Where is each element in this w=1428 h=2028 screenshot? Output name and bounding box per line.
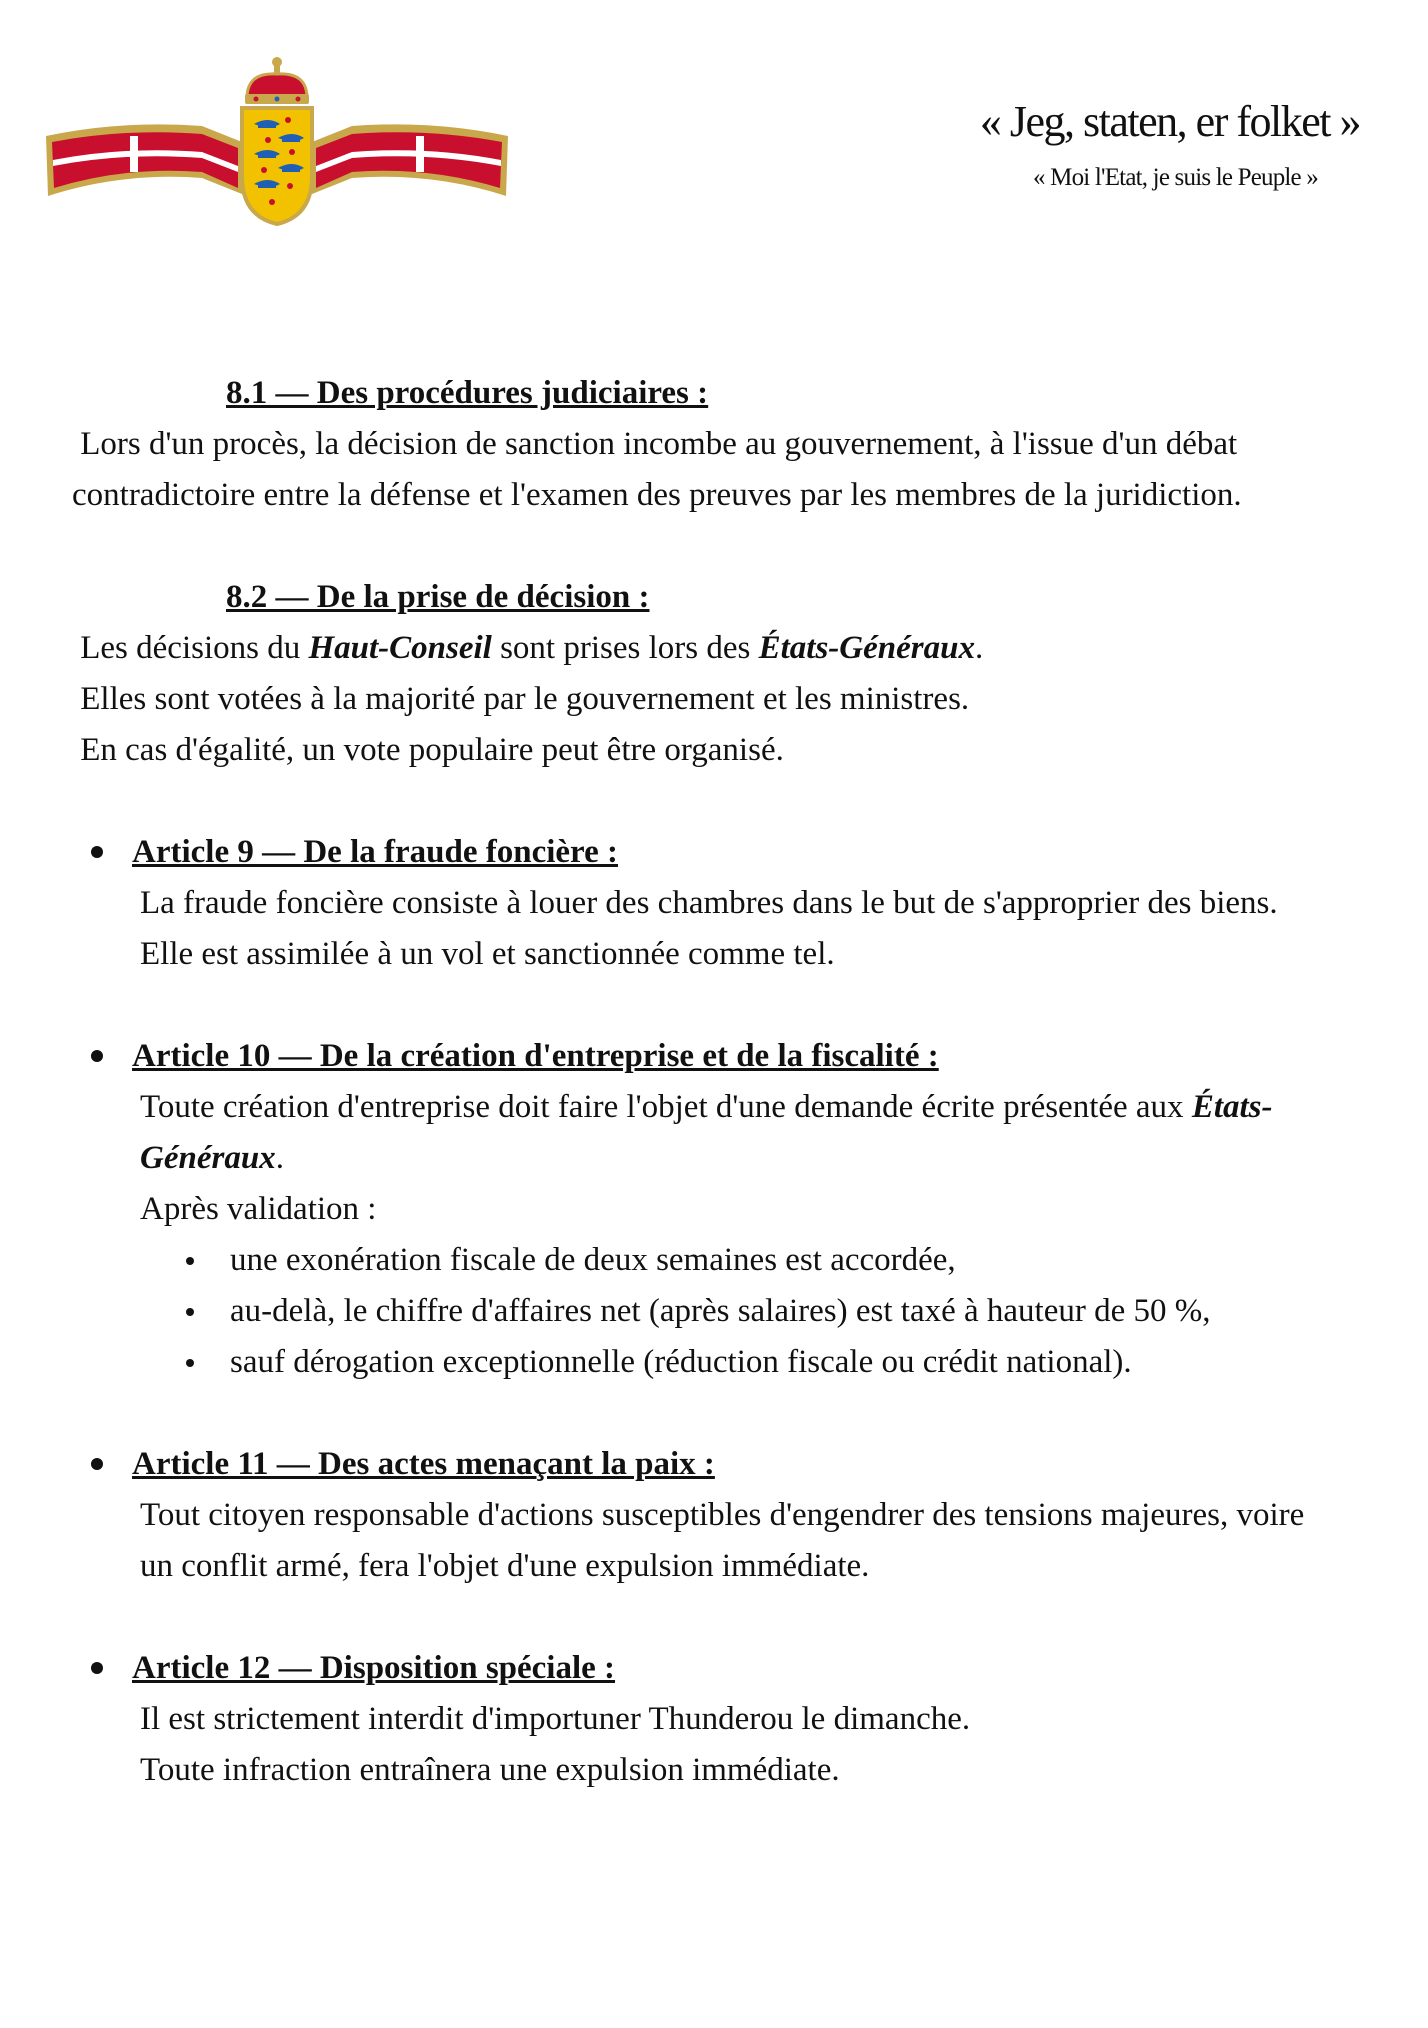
emphasis-etats-generaux: États-Généraux xyxy=(140,1089,1273,1176)
article-10 xyxy=(0,1031,1342,1388)
right-flag-ribbon xyxy=(312,124,508,196)
list-item xyxy=(176,1235,1342,1286)
left-flag-ribbon xyxy=(46,124,242,196)
article-9-paragraph-1: La fraude foncière consiste à louer des chambres dans le but de s'approprier des biens. xyxy=(140,885,1278,921)
section-8-1-text-content: Lors d'un procès, la décision de sanction incombe au gouvernement, à l'issue d'un débat contradictoire entre la défense et l'examen des preuves par les membres de la juridiction. xyxy=(72,426,1242,513)
text-run: Les décisions du xyxy=(80,630,309,666)
text-run: . xyxy=(275,1140,284,1176)
shield-icon xyxy=(242,108,312,224)
text-run: En cas d'égalité, un vote populaire peut être organisé. xyxy=(80,732,784,768)
article-11 xyxy=(0,1439,1342,1592)
bullet-icon xyxy=(186,1359,194,1367)
text-run: Toute création d'entreprise doit faire l'objet d'une demande écrite présentée aux xyxy=(140,1089,1192,1125)
section-8-2-line-3 xyxy=(72,725,1342,776)
text-run: sont prises lors des xyxy=(491,630,759,666)
article-12-paragraph-1: Il est strictement interdit d'importuner Thunderou le dimanche. xyxy=(140,1701,971,1737)
article-11-paragraph-1: Tout citoyen responsable d'actions susceptibles d'engendrer des tensions majeures, voire un conflit armé, fera l'objet d'une expulsion immédiate. xyxy=(140,1497,1305,1584)
list-item-text: au-delà, le chiffre d'affaires net (après salaires) est taxé à hauteur de 50 %, xyxy=(230,1293,1211,1329)
text-run: Elles sont votées à la majorité par le gouvernement et les ministres. xyxy=(80,681,970,717)
motto: « Jeg, staten, er folket » xyxy=(979,97,1360,146)
bullet-icon xyxy=(91,1050,103,1062)
motto-translation: « Moi l'Etat, je suis le Peuple » xyxy=(1032,164,1318,192)
emphasis-haut-conseil: Haut-Conseil xyxy=(308,630,492,666)
text-run: . xyxy=(974,630,984,666)
list-item xyxy=(176,1337,1342,1388)
list-item xyxy=(176,1286,1342,1337)
bullet-icon xyxy=(91,1458,103,1470)
bullet-icon xyxy=(186,1308,194,1316)
emphasis-etats-generaux: États-Généraux xyxy=(758,630,975,666)
article-10-list xyxy=(176,1235,1342,1388)
article-10-paragraph-1 xyxy=(132,1082,1342,1184)
bullet-icon xyxy=(91,846,103,858)
section-8-2-line-2 xyxy=(72,674,1342,725)
article-9 xyxy=(0,827,1342,980)
bullet-icon xyxy=(186,1257,194,1265)
document-body xyxy=(0,368,1428,1796)
article-9-paragraph-2: Elle est assimilée à un vol et sanctionnée comme tel. xyxy=(140,936,835,972)
section-8-1-heading: 8.1 — Des procédures judiciaires : xyxy=(226,375,709,411)
article-11-heading: Article 11 — Des actes menaçant la paix : xyxy=(132,1446,715,1482)
article-12-heading: Article 12 — Disposition spéciale : xyxy=(132,1650,616,1686)
list-item-text: sauf dérogation exceptionnelle (réduction fiscale ou crédit national). xyxy=(230,1344,1132,1380)
article-10-paragraph-2: Après validation : xyxy=(140,1191,377,1227)
section-8-1-text xyxy=(72,419,1342,521)
article-9-heading: Article 9 — De la fraude foncière : xyxy=(132,834,618,870)
section-8-2-heading: 8.2 — De la prise de décision : xyxy=(226,579,650,615)
bullet-icon xyxy=(91,1662,103,1674)
section-8-2-line-1 xyxy=(72,623,1342,674)
crown-icon xyxy=(245,57,309,104)
article-12-paragraph-2: Toute infraction entraînera une expulsion immédiate. xyxy=(140,1752,840,1788)
coat-of-arms-emblem xyxy=(42,56,512,236)
motto-block xyxy=(980,98,1360,192)
article-12 xyxy=(0,1643,1342,1796)
list-item-text: une exonération fiscale de deux semaines est accordée, xyxy=(230,1242,956,1278)
article-10-heading: Article 10 — De la création d'entreprise et de la fiscalité : xyxy=(132,1038,939,1074)
